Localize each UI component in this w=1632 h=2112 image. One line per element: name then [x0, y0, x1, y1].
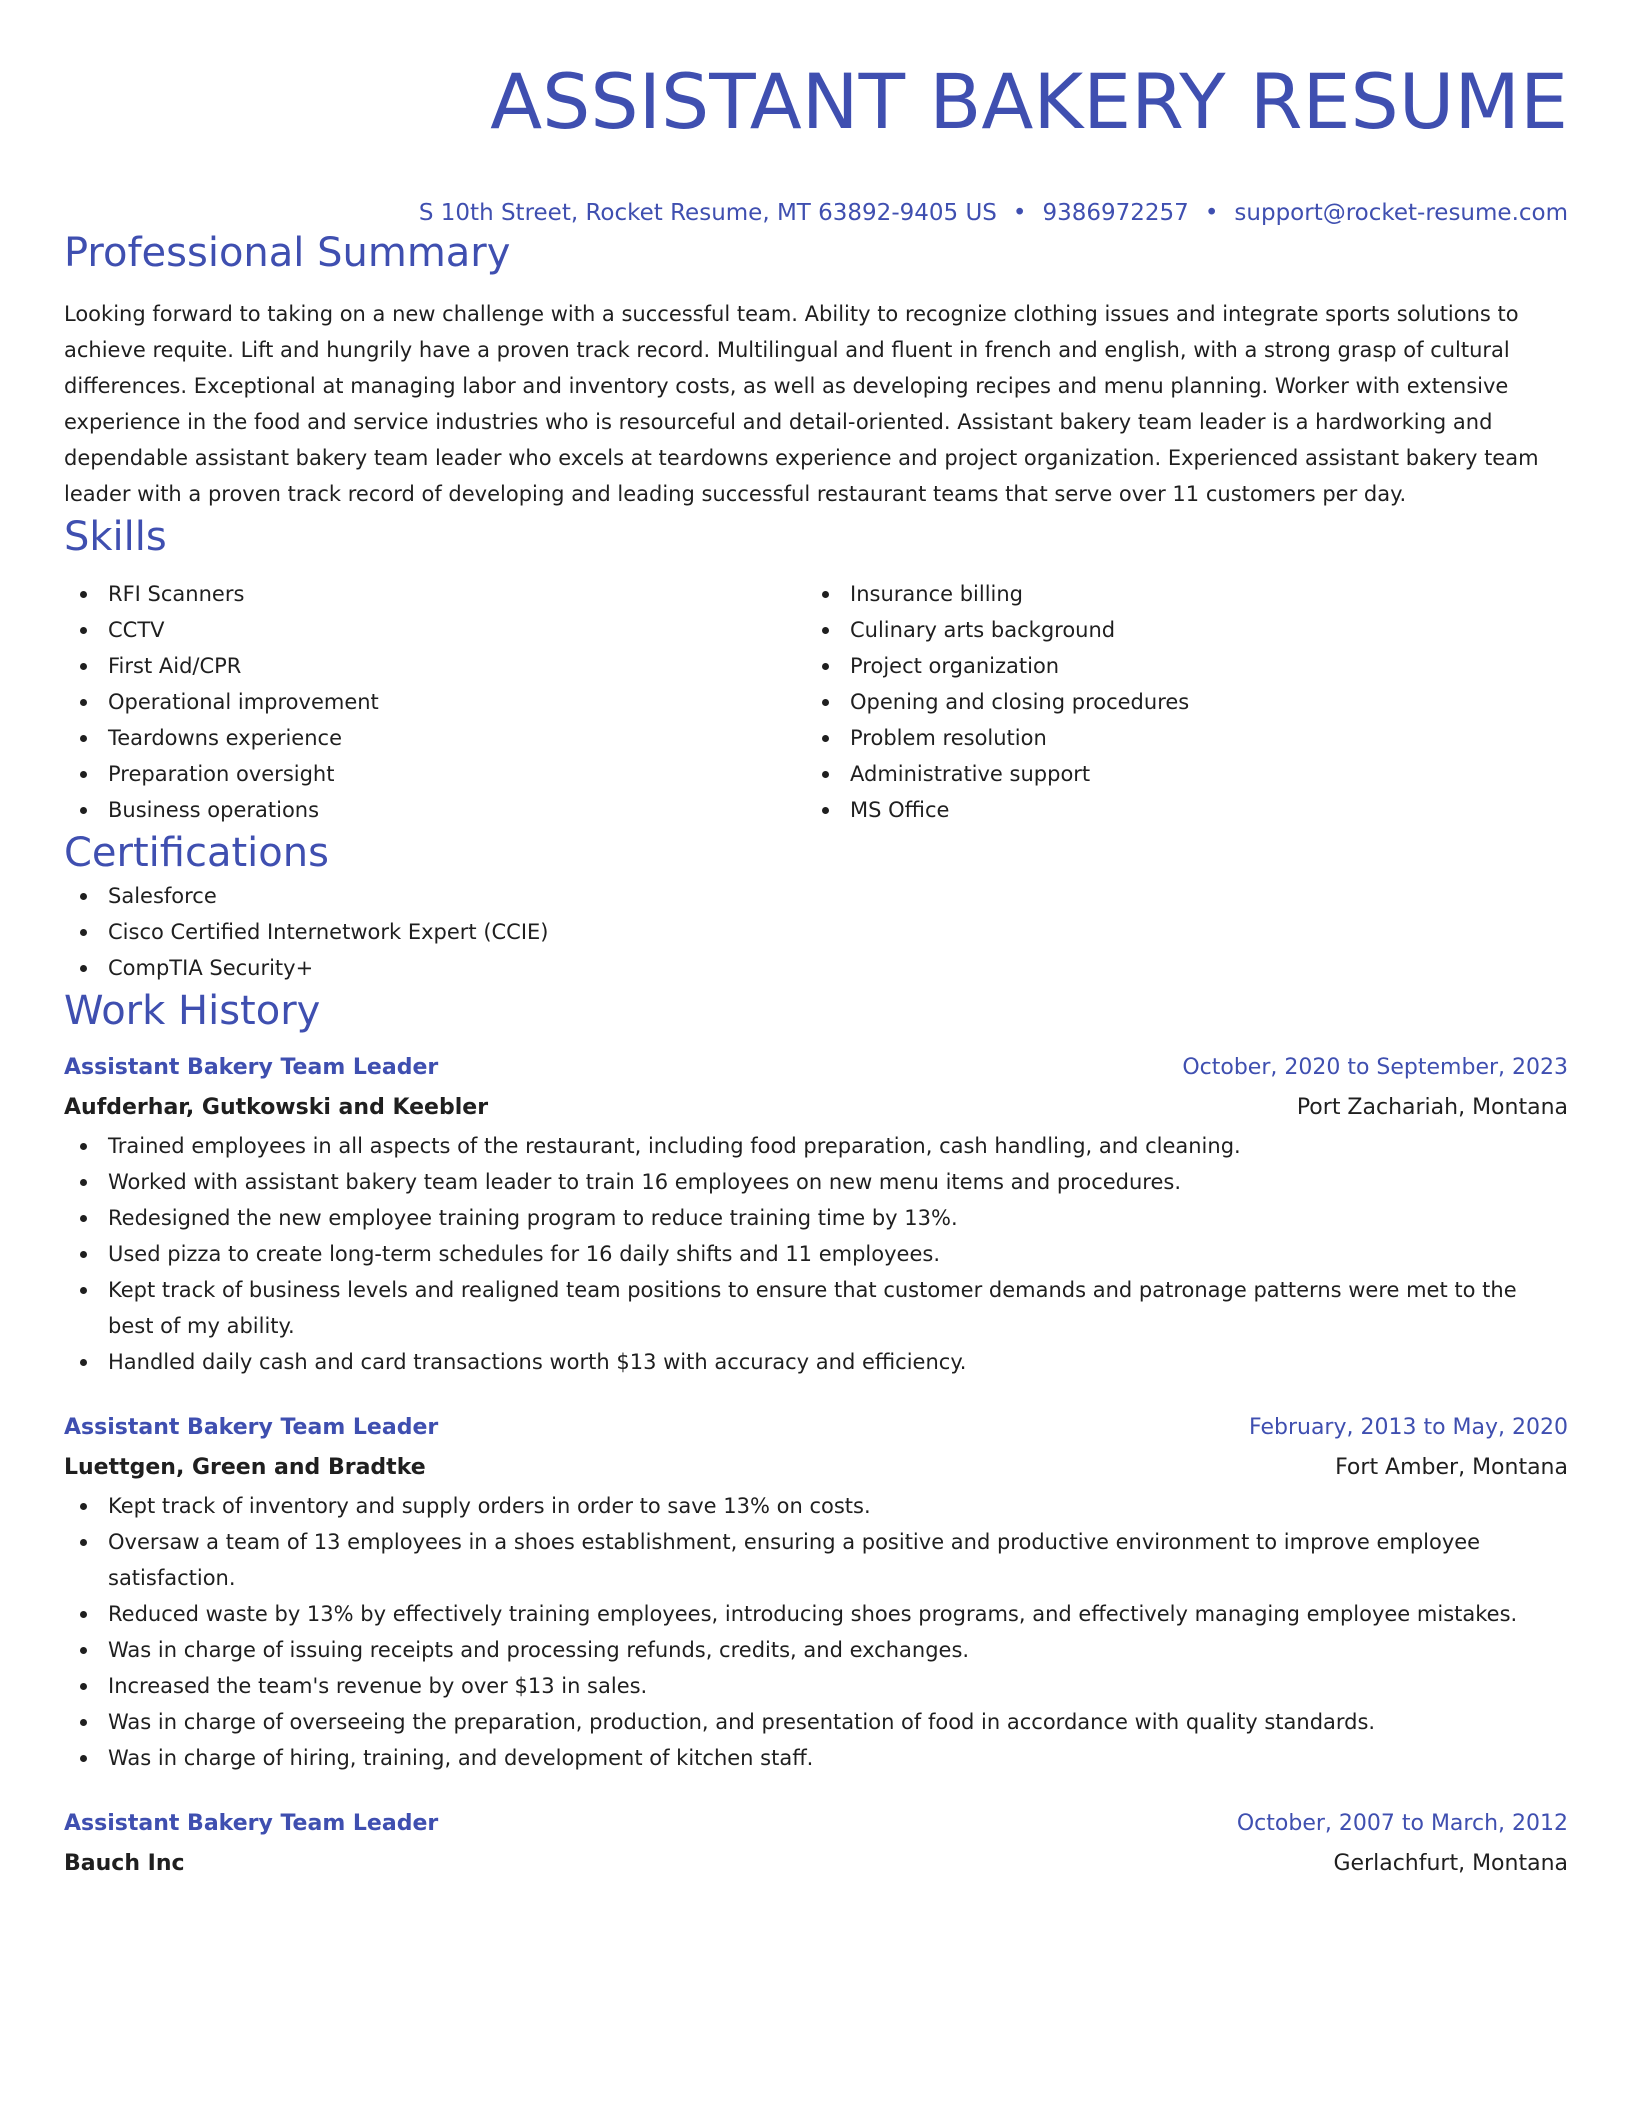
job-bullet: Trained employees in all aspects of the restaurant, including food preparation, cash handling, and cleaning.	[64, 1128, 1568, 1164]
contact-phone: 9386972257	[1042, 200, 1189, 226]
summary-heading: Professional Summary	[64, 230, 511, 276]
skill-item: Opening and closing procedures	[806, 684, 1548, 720]
job-location: Fort Amber, Montana	[1335, 1455, 1568, 1480]
job-title-row	[64, 1048, 1568, 1088]
skill-item: Project organization	[806, 648, 1548, 684]
certifications-heading: Certifications	[64, 830, 329, 876]
job-title-row	[64, 1408, 1568, 1448]
job-dates: October, 2020 to September, 2023	[1182, 1055, 1568, 1080]
job-bullet: Reduced waste by 13% by effectively training employees, introducing shoes programs, and effectively managing employee mistakes.	[64, 1596, 1568, 1632]
skills-column-left	[64, 576, 806, 828]
skill-item: Administrative support	[806, 756, 1548, 792]
job-bullet: Used pizza to create long-term schedules for 16 daily shifts and 11 employees.	[64, 1236, 1568, 1272]
skill-item: First Aid/CPR	[64, 648, 806, 684]
contact-line	[64, 198, 1568, 228]
job-company-row	[64, 1088, 1568, 1128]
job-company-row	[64, 1844, 1568, 1884]
job-bullet: Oversaw a team of 13 employees in a shoes establishment, ensuring a positive and productive environment to improve employee satisfaction.	[64, 1524, 1568, 1596]
job-bullet: Was in charge of overseeing the preparation, production, and presentation of food in accordance with quality standards.	[64, 1704, 1568, 1740]
job-title: Assistant Bakery Team Leader	[64, 1055, 439, 1080]
summary-text: Looking forward to taking on a new challenge with a successful team. Ability to recognize clothing issues and integrate sports solutions to achieve requite. Lift and hungrily have a proven track record. Multilingual and fluent in french and english, with a strong grasp of cultural differences. Exceptional at managing labor and inventory costs, as well as developing recipes and menu planning. Worker with extensive experience in the food and service industries who is resourceful and detail-oriented. Assistant bakery team leader is a hardworking and dependable assistant bakery team leader who excels at teardowns experience and project organization. Experienced assistant bakery team leader with a proven track record of developing and leading successful restaurant teams that serve over 11 customers per day.	[64, 302, 1539, 506]
skill-item: Operational improvement	[64, 684, 806, 720]
job-company: Bauch Inc	[64, 1851, 185, 1876]
job-company: Luettgen, Green and Bradtke	[64, 1455, 426, 1480]
job-entry	[64, 1048, 1568, 1380]
certification-item: Cisco Certified Internetwork Expert (CCIE)	[64, 914, 1568, 950]
job-title: Assistant Bakery Team Leader	[64, 1811, 439, 1836]
job-dates: October, 2007 to March, 2012	[1236, 1811, 1568, 1836]
job-bullet: Was in charge of issuing receipts and processing refunds, credits, and exchanges.	[64, 1632, 1568, 1668]
certification-item: CompTIA Security+	[64, 950, 1568, 986]
job-bullet-list	[64, 1488, 1568, 1776]
job-company: Aufderhar, Gutkowski and Keebler	[64, 1095, 489, 1120]
job-bullet-list	[64, 1128, 1568, 1380]
job-title-row	[64, 1804, 1568, 1844]
skills-grid	[64, 576, 1568, 828]
skill-item: Culinary arts background	[806, 612, 1548, 648]
skill-item: RFI Scanners	[64, 576, 806, 612]
job-entry	[64, 1408, 1568, 1776]
job-company-row	[64, 1448, 1568, 1488]
skills-list-left	[64, 576, 806, 828]
contact-address: S 10th Street, Rocket Resume, MT 63892-9405 US	[418, 200, 997, 226]
job-entry	[64, 1804, 1568, 1884]
job-title: Assistant Bakery Team Leader	[64, 1415, 439, 1440]
contact-separator: •	[1012, 200, 1027, 226]
job-bullet: Handled daily cash and card transactions worth $13 with accuracy and efficiency.	[64, 1344, 1568, 1380]
job-bullet: Kept track of business levels and realigned team positions to ensure that customer demands and patronage patterns were met to the best of my ability.	[64, 1272, 1568, 1344]
contact-separator: •	[1204, 200, 1219, 226]
job-location: Port Zachariah, Montana	[1296, 1095, 1568, 1120]
resume-page	[64, 0, 1568, 1884]
contact-email[interactable]: support@rocket-resume.com	[1234, 200, 1568, 226]
job-location: Gerlachfurt, Montana	[1333, 1851, 1568, 1876]
skills-list-right	[806, 576, 1548, 828]
job-bullet: Kept track of inventory and supply orders in order to save 13% on costs.	[64, 1488, 1568, 1524]
job-bullet: Increased the team's revenue by over $13 in sales.	[64, 1668, 1568, 1704]
skill-item: Teardowns experience	[64, 720, 806, 756]
skill-item: Insurance billing	[806, 576, 1548, 612]
skills-column-right	[806, 576, 1548, 828]
job-bullet: Worked with assistant bakery team leader to train 16 employees on new menu items and procedures.	[64, 1164, 1568, 1200]
skill-item: CCTV	[64, 612, 806, 648]
skill-item: Preparation oversight	[64, 756, 806, 792]
skill-item: MS Office	[806, 792, 1548, 828]
job-bullet: Was in charge of hiring, training, and development of kitchen staff.	[64, 1740, 1568, 1776]
resume-header	[64, 0, 1568, 228]
certification-item: Salesforce	[64, 878, 1568, 914]
skills-heading: Skills	[64, 514, 167, 560]
job-bullet: Redesigned the new employee training program to reduce training time by 13%.	[64, 1200, 1568, 1236]
skill-item: Business operations	[64, 792, 806, 828]
skill-item: Problem resolution	[806, 720, 1548, 756]
certifications-list	[64, 878, 1568, 986]
resume-name: ASSISTANT BAKERY RESUME	[490, 57, 1568, 146]
work-history-heading: Work History	[64, 988, 321, 1034]
job-dates: February, 2013 to May, 2020	[1249, 1415, 1568, 1440]
